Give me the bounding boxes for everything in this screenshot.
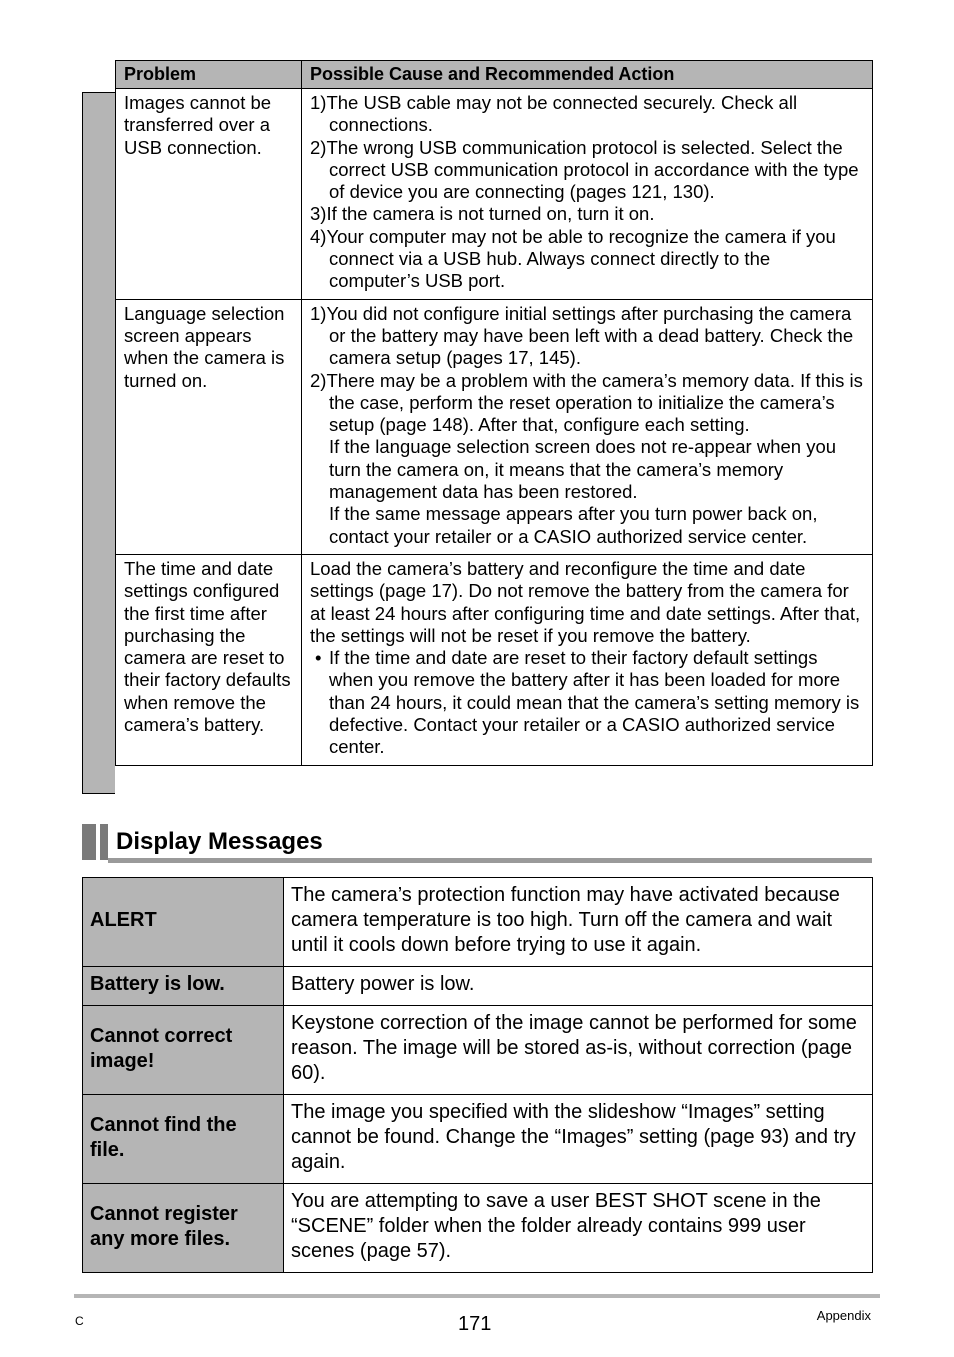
table-row <box>83 1006 873 1095</box>
bullet-list <box>310 647 864 758</box>
message-description: Keystone correction of the image cannot be performed for some reason. The image will be stored as-is, without correction (page 60). <box>284 1006 873 1095</box>
list-item: 1)The USB cable may not be connected securely. Check all connections. <box>310 92 798 136</box>
table-row <box>83 1184 873 1273</box>
list-item: • If the time and date are reset to their factory default settings when you remove the battery after it has been loaded for more than 24 hours, it could mean that the camera’s setting memory is defective. Contact your retailer or a CASIO authorized service center. <box>310 647 864 758</box>
message-key: ALERT <box>83 878 284 967</box>
header-action: Possible Cause and Recommended Action <box>302 61 873 89</box>
action-list <box>310 92 864 293</box>
problem-cell: Images cannot be transferred over a USB connection. <box>116 89 302 300</box>
section-heading <box>82 824 872 864</box>
action-cell <box>302 299 873 554</box>
list-item: 2)The wrong USB communication protocol is selected. Select the correct USB communication protocol in accordance with the type of device you are connecting (pages 121, 130). <box>310 136 859 203</box>
table-row <box>83 967 873 1006</box>
problem-cell: Language selection screen appears when the camera is turned on. <box>116 299 302 554</box>
list-item: 4)Your computer may not be able to recognize the camera if you connect via a USB hub. Always connect directly to the computer’s USB port. <box>310 225 836 292</box>
message-description: Battery power is low. <box>284 967 873 1006</box>
section-sidebar-tab <box>82 92 115 794</box>
message-description: The camera’s protection function may have activated because camera temperature is too high. Turn off the camera and wait until it cools down before trying to use it again. <box>284 878 873 967</box>
message-key: Cannot register any more files. <box>83 1184 284 1273</box>
footer-divider <box>74 1294 880 1298</box>
message-key: Cannot correct image! <box>83 1006 284 1095</box>
table-row <box>116 89 873 300</box>
action-cell <box>302 89 873 300</box>
list-item: 3)If the camera is not turned on, turn it on. <box>310 203 655 225</box>
page-number: 171 <box>458 1313 492 1335</box>
action-cell <box>302 554 873 765</box>
footer-mark: C <box>75 1314 84 1328</box>
action-list <box>310 303 864 437</box>
table-row <box>116 554 873 765</box>
list-item: 1)You did not configure initial settings after purchasing the camera or the battery may have been left with a dead battery. Check the camera setup (pages 17, 145). <box>310 302 854 369</box>
header-problem: Problem <box>116 61 302 89</box>
problem-cell: The time and date settings configured the first time after purchasing the camera are reset to their factory defaults when remove the camera’s battery. <box>116 554 302 765</box>
note-text: If the same message appears after you turn power back on, contact your retailer or a CASIO authorized service center. <box>329 503 818 547</box>
display-messages-table <box>82 877 873 1273</box>
message-key: Cannot find the file. <box>83 1095 284 1184</box>
heading-underline <box>108 858 872 863</box>
message-description: You are attempting to save a user BEST SHOT scene in the “SCENE” folder when the folder already contains 999 user scenes (page 57). <box>284 1184 873 1273</box>
troubleshooting-table <box>115 60 873 766</box>
table-row <box>116 299 873 554</box>
heading-bar-icon <box>82 824 96 860</box>
action-text: Load the camera’s battery and reconfigure the time and date settings (page 17). Do not remove the battery from the camera for at least 24 hours after configuring time and date settings. After that, the settings will not be reset if you remove the battery. <box>310 557 861 646</box>
list-item: 2)There may be a problem with the camera’s memory data. If this is the case, perform the reset operation to initialize the camera’s setup (page 148). After that, configure each setting. <box>310 369 863 436</box>
heading-bar-icon <box>100 824 108 860</box>
message-description: The image you specified with the slideshow “Images” setting cannot be found. Change the “Images” setting (page 93) and try again. <box>284 1095 873 1184</box>
note-text: If the language selection screen does not re-appear when you turn the camera on, it means that the camera’s memory management data has been restored. <box>329 436 837 503</box>
table-row <box>83 1095 873 1184</box>
table-row <box>83 878 873 967</box>
message-key: Battery is low. <box>83 967 284 1006</box>
footer-section-label: Appendix <box>816 1308 871 1323</box>
section-title: Display Messages <box>116 828 323 855</box>
